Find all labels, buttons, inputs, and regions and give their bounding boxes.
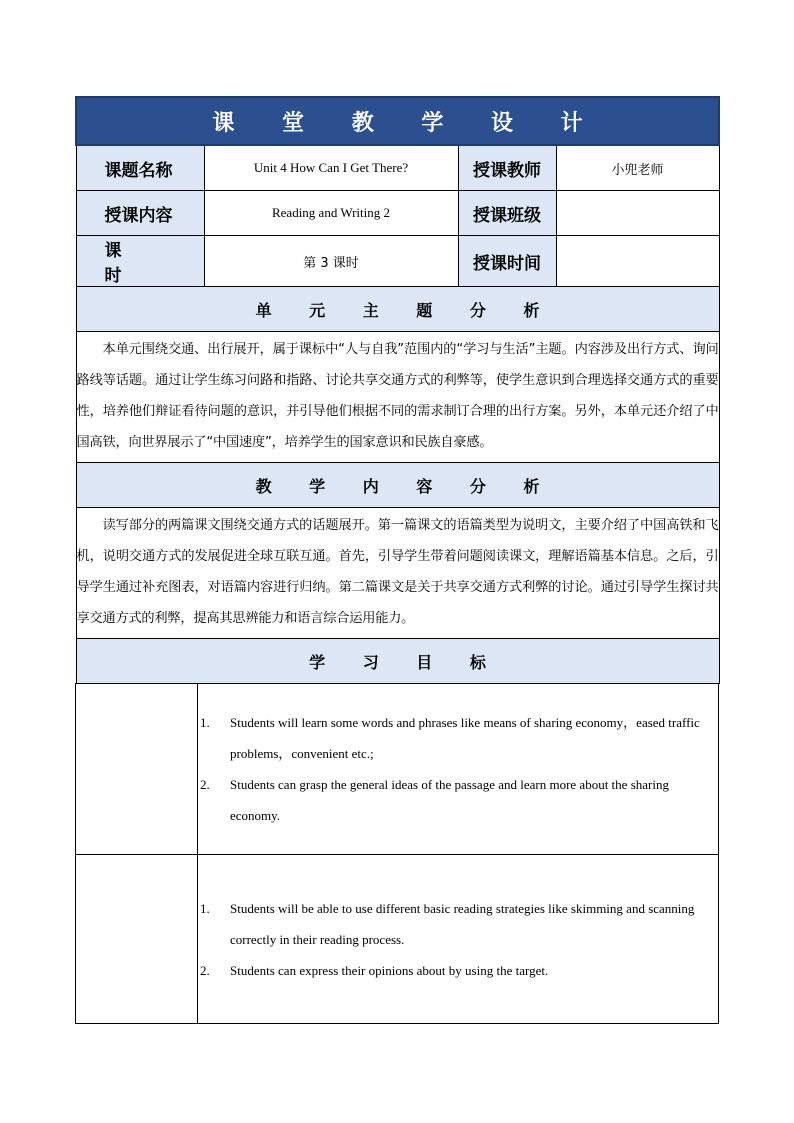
- unit-analysis-heading: 单 元 主 题 分 析: [76, 287, 719, 332]
- time-label: 授课时间: [458, 236, 556, 287]
- list-item: 2. Students can express their opinions about by using the target.: [200, 962, 549, 978]
- time-value: [556, 236, 719, 287]
- period-value: 第 3 课时: [204, 236, 458, 287]
- content-label: 授课内容: [76, 191, 204, 236]
- list-item: 2. Students can grasp the general ideas of the passage and learn more about the sharing economy.: [200, 777, 669, 823]
- topic-label: 课题名称: [76, 145, 204, 191]
- objectives-group1-cell: [198, 684, 719, 855]
- content-analysis-heading: 教 学 内 容 分 析: [76, 463, 719, 508]
- class-value: [556, 191, 719, 236]
- unit-analysis-text: 本单元围绕交通、出行展开，属于课标中“人与自我”范围内的“学习与生活”主题。内容涉及出行方式、询问路线等话题。通过让学生练习问路和指路、讨论共享交通方式的利弊等，使学生意识到合理选择交通方式的重要性，培养他们辩证看待问题的意识，并引导他们根据不同的需求制订合理的出行方案。另外，本单元还介绍了中国高铁，向世界展示了“中国速度”，培养学生的国家意识和民族自豪感。: [76, 342, 719, 450]
- objectives-group2-list: [200, 893, 718, 986]
- objectives-group1-label: [76, 684, 198, 855]
- topic-value: Unit 4 How Can I Get There?: [204, 145, 458, 191]
- period-label: 课 时: [76, 236, 204, 287]
- objectives-table: [75, 683, 719, 1024]
- objectives-group2-cell: [198, 855, 719, 1024]
- lesson-plan-table: [75, 96, 720, 684]
- teacher-label: 授课教师: [458, 145, 556, 191]
- content-analysis-cell: [76, 508, 719, 639]
- content-analysis-text: 读写部分的两篇课文围绕交通方式的话题展开。第一篇课文的语篇类型为说明文，主要介绍了中国高铁和飞机，说明交通方式的发展促进全球互联互通。首先，引导学生带着问题阅读课文，理解语篇基本信息。之后，引导学生通过补充图表，对语篇内容进行归纳。第二篇课文是关于共享交通方式利弊的讨论。通过引导学生探讨共享交通方式的利弊，提高其思辨能力和语言综合运用能力。: [76, 518, 719, 626]
- list-item: 1. Students will be able to use different basic reading strategies like skimming and scanning correctly in their reading process.: [200, 900, 695, 947]
- lesson-plan-sheet: [75, 96, 718, 1024]
- class-label: 授课班级: [458, 191, 556, 236]
- teacher-value: 小兜老师: [556, 145, 719, 191]
- list-item: 1. Students will learn some words and phrases like means of sharing economy，eased traffic problems，convenient etc.;: [200, 715, 700, 761]
- unit-analysis-cell: [76, 332, 719, 463]
- objectives-group2-label: [76, 855, 198, 1024]
- objectives-heading: 学 习 目 标: [76, 639, 719, 684]
- objectives-group1-list: [200, 707, 718, 831]
- content-value: Reading and Writing 2: [204, 191, 458, 236]
- document-title: 课 堂 教 学 设 计: [76, 97, 719, 145]
